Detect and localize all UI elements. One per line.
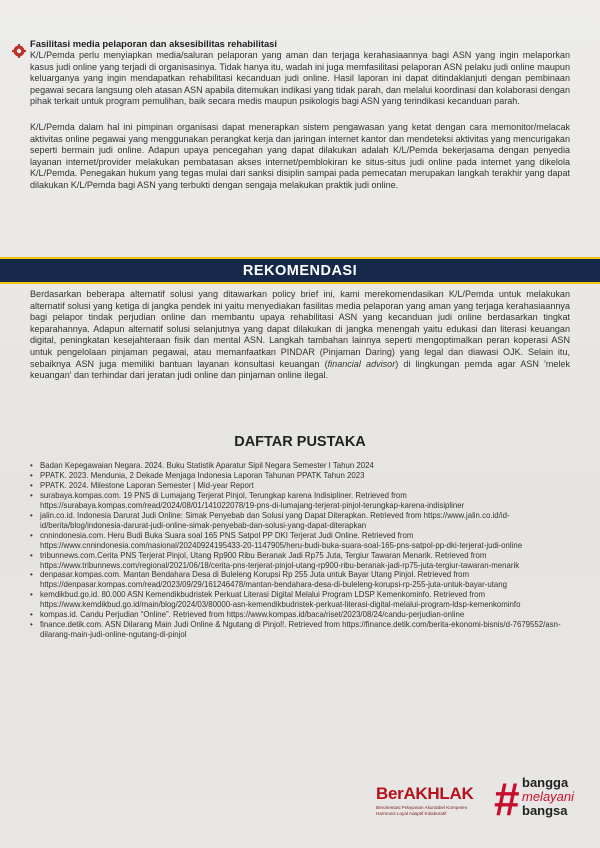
hashtag-words [522,776,574,818]
rekomendasi-paragraph [30,289,570,382]
rekomendasi-title: REKOMENDASI [242,262,358,279]
reference-item: • tribunnews.com.Cerita PNS Terjerat Pinjol, Utang Rp900 Ribu Beranak Jadi Rp75 Juta, Tergiur Tawaran Menarik. Retrieved from https://www.tribunnews.com/regional/2021/06/18/cerita-pns-terjerat-pinjol-utang-rp900-ribu-beranak-jadi-rp75-juta-tergiur-tawaran-menarik [30,551,572,571]
reference-item: • PPATK. 2023. Mendunia, 2 Dekade Menjaga Indonesia Laporan Tahunan PPATK Tahun 2023 [30,471,572,481]
section-fasilitasi [30,38,570,192]
reference-item: • PPATK. 2024. Milestone Laporan Semester | Mid-year Report [30,481,572,491]
rekomendasi-text-b: ) di lingkungan pemda agar ASN 'melek keuangan' dan terhindar dari jeratan judi online dan pinjaman online ilegal. [30,358,570,381]
reference-item: • jalin.co.id. Indonesia Darurat Judi Online: Simak Penyebab dan Solusi yang Dapat Diterapkan. Retrieved from https://www.jalin.co.id/id-id/berita/blog/indonesia-darurat-judi-online-simak-penyebab-dan-solusi-yang-dapat-diterapkan [30,511,572,531]
reference-item: • Badan Kepegawaian Negara. 2024. Buku Statistik Aparatur Sipil Negara Semester I Tahun 2024 [30,461,572,471]
footer [0,770,600,848]
berakhlak-tagline: Berorientasi Pelayanan Akuntabel Kompeten Harmonis Loyal Adaptif Kolaboratif [376,805,468,816]
berakhlak-logo [376,784,486,816]
paragraph-2: K/L/Pemda dalam hal ini pimpinan organisasi dapat menerapkan sistem pengawasan yang ketat dengan cara memonitor/melacak aktivitas online pegawai yang menggunakan perangkat kerja dan jaringan internet kantor dan mendeteksi aktivitas yang mencurigakan seperti bermain judi online. Adapun upaya pencegahan yang dapat dilakukan adalah K/L/Pemda bekerjasama dengan penyedia layanan internet/provider melakukan pembatasan akses internet/pemblokiran ke situs-situs judi online pada internet yang dikelola K/L/Pemda. Penegakan hukum yang tegas mulai dari sanksi disiplin sampai pada pemecatan merupakan langkah terakhir yang dapat dilakukan K/L/Pemda bagi ASN yang terbukti dengan sengaja melakukan praktik judi online. [30,121,570,190]
gear-logo-icon [12,44,26,58]
reference-item: • finance.detik.com. ASN Dilarang Main Judi Online & Ngutang di Pinjol!. Retrieved from https://finance.detik.com/berita-ekonomi-bisnis/d-7679552/asn-dilarang-main-judi-online-ngutang-di-pinjol [30,620,572,640]
bangga-melayani-bangsa-logo [494,774,594,832]
reference-item: • surabaya.kompas.com. 19 PNS di Lumajang Terjerat Pinjol, Terungkap karena Indisipliner. Retrieved from https://surabaya.kompas.com/read/2024/08/01/141022078/19-pns-di-lumajang-terjerat-pinjol-terungkap-karena-indisipliner [30,491,572,511]
rekomendasi-banner [0,257,600,284]
hashtag-icon: # [494,773,520,825]
rekomendasi-text-italic: financial advisor [327,358,396,369]
hashtag-word-1: bangga [522,775,569,790]
reference-item: • kompas.id. Candu Perjudian “Online”. Retrieved from https://www.kompas.id/baca/riset/2023/08/24/candu-perjudian-online [30,610,572,620]
berakhlak-name: BerAKHLAK [376,784,474,803]
reference-list [30,461,572,640]
paragraph-1: K/L/Pemda perlu menyiapkan media/saluran pelaporan yang aman dan terjaga kerahasiaannya bagi ASN yang ingin melaporkan kasus judi online yang terjadi di organisasinya. Tidak hanya itu, wadah ini juga memfasilitasi pelaporan ASN pelaku judi online maupun keluarganya yang ingin mendapatkan rehabilitasi kecanduan judi online. Hasil laporan ini dapat ditindaklanjuti dengan pembinaan pegawai secara langsung oleh atasan ASN apabila ditemukan indikasi yang tidak parah, dan melalui koordinasi dan kolaborasi dengan pihak terkait untuk program pemulihan, baik secara medis maupun psikologis bagi ASN yang terindikasi kecanduan parah. [30,50,570,107]
reference-item: • kemdikbud.go.id. 80.000 ASN Kemendikbudristek Perkuat Literasi Digital Melalui Program LDSP Kemenkominfo. Retrieved from https://www.kemdikbud.go.id/main/blog/2024/03/80000-asn-kemendikbudristek-perkuat-literasi-digital-melalui-program-ldsp-kemenkominfo [30,590,572,610]
hashtag-word-2: melayani [522,789,575,804]
rekomendasi-text-a: Berdasarkan beberapa alternatif solusi yang ditawarkan policy brief ini, kami merekomendasikan K/L/Pemda untuk melakukan alternatif solusi yang ketiga di jangka pendek ini yaitu menyediakan fasilitas media pelaporan yang aman yang terjaga kerahasiaannya bagi pelapor tindak perjudian online dan membantu upaya rehabilitasi ASN yang kecanduan judi online berdasarkan tingkat keparahannya. Adapun alternatif solusi selanjutnya yang dapat dilakukan di jangka menengah yaitu edukasi dan literasi keuangan digital, peningkatan kesejahteraan fisik dan mental ASN. Langkah tambahan lainnya seperti mengoptimalkan peran koperasi ASN untuk pengelolaan pinjaman pegawai, atau memanfaatkan PINDAR (Pinjaman Daring) yang legal dan diawasi OJK. Selain itu, sebaiknya ASN juga memiliki bantuan layanan konsultasi keuangan ( [30,289,570,369]
section-title: Fasilitasi media pelaporan dan aksesibilitas rehabilitasi [30,38,277,49]
reference-item: • cnnindonesia.com. Heru Budi Buka Suara soal 165 PNS Satpol PP DKI Terjerat Judi Online. Retrieved from https://www.cnnindonesia.com/nasional/20240924195433-20-1147905/heru-budi-buka-suara-soal-165-pns-satpol-pp-dki-terjerat-judi-online [30,531,572,551]
reference-item: • denpasar.kompas.com. Mantan Bendahara Desa di Buleleng Korupsi Rp 255 Juta untuk Bayar Utang Pinjol. Retrieved from https://denpasar.kompas.com/read/2023/09/29/161246478/mantan-bendahara-desa-di-buleleng-korupsi-rp-255-juta-untuk-bayar-utang [30,570,572,590]
pustaka-title: DAFTAR PUSTAKA [234,434,366,450]
hashtag-word-3: bangsa [522,803,568,818]
